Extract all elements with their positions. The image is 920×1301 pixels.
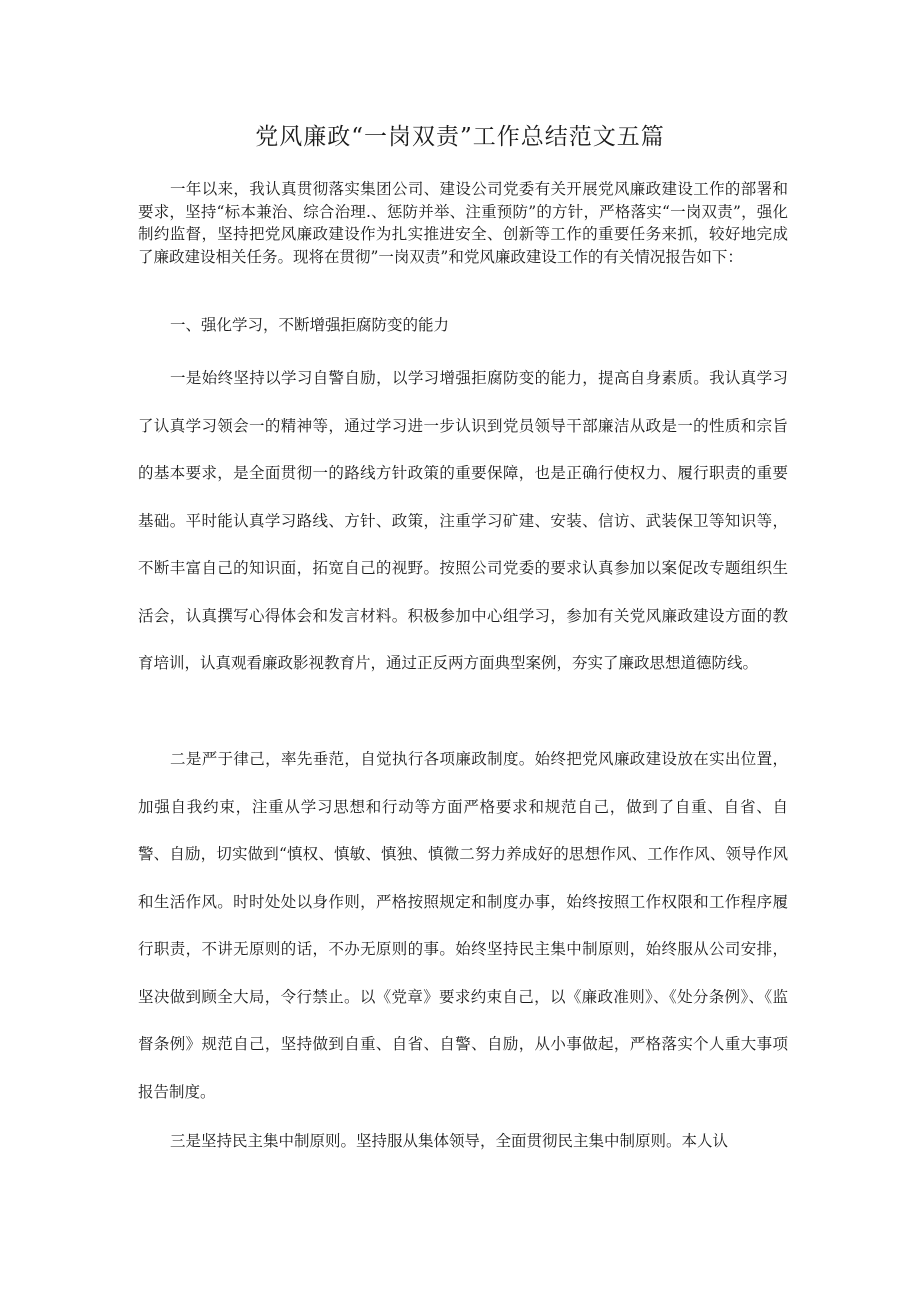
body-paragraph-1: 一是始终坚持以学习自警自励，以学习增强拒腐防变的能力，提高自身素质。我认真学习了认真学习领会一的精神等，通过学习进一步认识到党员领导干部廉洁从政是一的性质和宗旨的基本要求，是全面贯彻一的路线方针政策的重要保障，也是正确行使权力、履行职责的重要基础。平时能认真学习路线、方针、政策，注重学习矿建、安装、信访、武装保卫等知识等，不断丰富自己的知识面，拓宽自己的视野。按照公司党委的要求认真参加以案促改专题组织生活会，认真撰写心得体会和发言材料。积极参加中心组学习，参加有关党风廉政建设方面的教育培训，认真观看廉政影视教育片，通过正反两方面典型案例，夯实了廉政思想道德防线。 <box>138 369 788 672</box>
document-title: 党风廉政“一岗双责”工作总结范文五篇 <box>255 124 665 150</box>
body-paragraph-2: 二是严于律己，率先垂范，自觉执行各项廉政制度。始终把党风廉政建设放在实出位置，加强自我约束，注重从学习思想和行动等方面严格要求和规范自己，做到了自重、自省、自警、自励，切实做到“慎权、慎敏、慎独、慎微二努力养成好的思想作风、工作作风、领导作风和生活作风。时时处处以身作则，严格按照规定和制度办事，始终按照工作权限和工作程序履行职责，不讲无原则的话，不办无原则的事。始终坚持民主集中制原则，始终服从公司安排，坚决做到顾全大局，令行禁止。以《党章》要求约束自己，以《廉政准则》、《处分条例》、《监督条例》规范自己，坚持做到自重、自省、自警、自励，从小事做起，严格落实个人重大事项报告制度。 <box>138 750 788 1101</box>
section-heading: 一、强化学习，不断增强拒腐防变的能力 <box>170 316 450 334</box>
body-paragraph-3: 三是坚持民主集中制原则。坚持服从集体领导，全面贯彻民主集中制原则。本人认 <box>170 1132 729 1150</box>
intro-paragraph: 一年以来，我认真贯彻落实集团公司、建设公司党委有关开展党风廉政建设工作的部署和要求，坚持“标本兼治、综合治理.、惩防并举、注重预防”的方针，严格落实“一岗双责”，强化制约监督，坚持把党风廉政建设作为扎实推进安全、创新等工作的重要任务来抓，较好地完成了廉政建设相关任务。现将在贯彻”一岗双责”和党风廉政建设工作的有关情况报告如下： <box>138 180 788 266</box>
